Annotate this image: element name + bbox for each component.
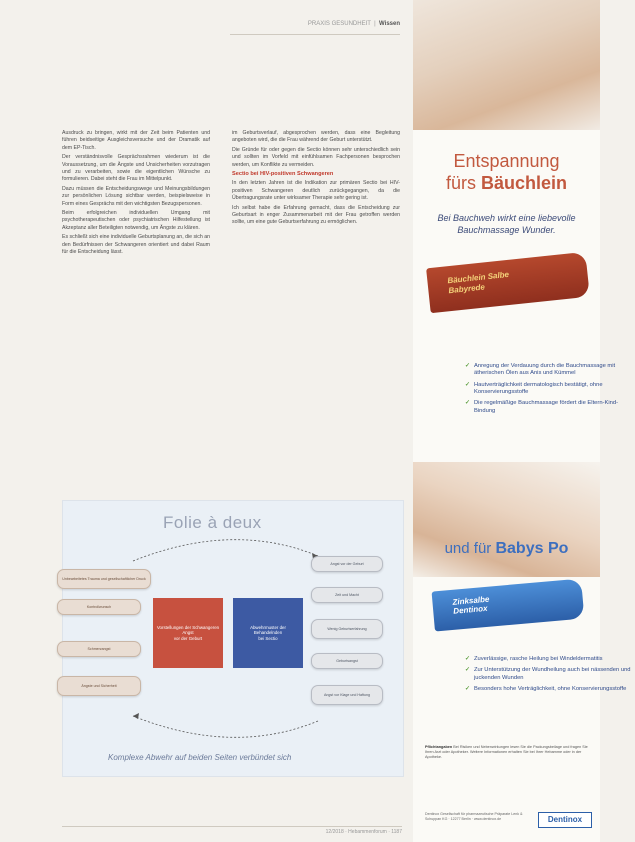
mandatory-text (425, 745, 590, 760)
running-head-text: PRAXIS GESUNDHEIT (307, 21, 371, 27)
right-pill: Angst vor der Geburt (311, 556, 383, 572)
paragraph: Die Gründe für oder gegen die Sectio können sehr unterschiedlich sein und sollten im Vorfeld mit einfühlsamen Fachpersonen besprochen werden, um Konflikte zu vermeiden. (232, 146, 400, 168)
ad-headline-prefix: fürs (445, 173, 481, 193)
article-column-left (62, 130, 210, 259)
paragraph: im Geburtsverlauf, abgesprochen werden, dass eine Begleitung angeboten wird, die die Frau während der Geburt unterstützt. (232, 130, 400, 144)
tube-label-line: Bäuchlein Salbe (447, 269, 510, 286)
product-tube-zinksalbe (432, 579, 585, 632)
arc-arrow-top (133, 540, 318, 561)
folie-a-deux-diagram (62, 500, 404, 777)
blue-box-line: Behandelnden (253, 630, 283, 636)
right-pill: Geburtsangst (311, 653, 383, 669)
ad-headline (413, 150, 600, 194)
ad-headline-prefix: und für (444, 540, 496, 557)
product-tube-baeuchlein (426, 252, 590, 313)
ad-headline-line: Entspannung (453, 151, 560, 171)
red-box-line: Vorstellungen der Schwangeren (156, 624, 220, 630)
blue-box (233, 598, 303, 668)
left-pill: Kontrollwunsch (57, 599, 141, 615)
benefit-item: ✓ Besonders hohe Verträglichkeit, ohne Konservierungsstoffe (465, 686, 635, 693)
mandatory-body: Bei Risiken und Nebenwirkungen lesen Sie die Packungsbeilage und fragen Sie Ihren Arzt oder Apotheker. Weitere Informationen erhalten Sie bei Ihrer Hebamme oder in der Apotheke. (425, 745, 588, 759)
right-pill: Angst vor Klage und Haftung (311, 685, 383, 705)
ad-headline-bold: Bäuchlein (480, 173, 568, 193)
advertisement (413, 0, 631, 842)
left-pill: Unbearbeitetes Trauma und gesellschaftlicher Druck (57, 569, 151, 589)
right-pill: Zeit und Macht (311, 587, 383, 603)
red-box (153, 598, 223, 668)
tube-label-line: Dentinox (452, 603, 488, 616)
benefit-list (425, 363, 635, 419)
red-box-line: Angst (182, 630, 194, 636)
left-pill: Ängste und Sicherheit (57, 676, 141, 696)
red-box-line: vor der Geburt (173, 635, 203, 641)
paragraph: Ausdruck zu bringen, wirkt mit der Zeit beim Patienten und führen beidseitige Ausgleichsversuche und der Dramatik auf dem EP-Tisch. (62, 130, 210, 151)
tube-label-line: Zinksalbe (452, 594, 490, 607)
paragraph: Es schließt sich eine individuelle Geburtsplanung an, die sich an den Bedürfnissen der Schwangeren orientiert und dabei Raum für die Entscheidung lässt. (62, 234, 210, 256)
benefit-item: ✓ Zur Unterstützung der Wundheilung auch bei nässenden und juckenden Wunden (465, 667, 635, 682)
article-column-right (232, 130, 400, 229)
benefit-item: ✓ Anregung der Verdauung durch die Bauchmassage mit ätherischen Ölen aus Anis und Kümmel (465, 363, 635, 378)
diagram-caption: Komplexe Abwehr auf beiden Seiten verbündet sich (108, 753, 292, 762)
benefit-item: ✓ Hautverträglichkeit dermatologisch bestätigt, ohne Konservierungsstoffe (465, 382, 635, 397)
paragraph: Ich selbst habe die Erfahrung gemacht, dass die Entscheidung zur Geburtsart in enger Zusammenarbeit mit der Frau getroffen werden sollte, um eine gute Geburtserfahrung zu ermöglichen. (232, 204, 400, 226)
paragraph: Beim erfolgreichen individuellen Umgang mit psychotherapeutischen oder psychiatrischen Hilfestellung ist Akzeptanz aller Beteiligten notwendig, um Ängste zu klären. (62, 210, 210, 231)
company-address: Dentinox Gesellschaft für pharmazeutische Präparate Lenk & Schuppan KG · 12277 Berlin · www.dentinox.de (425, 812, 523, 821)
section-heading: Sectio bei HIV-positiven Schwangeren (232, 171, 334, 178)
tube-label-line: Babyrede (448, 282, 486, 296)
paragraph: Dazu müssen die Entscheidungswege und Meinungsbildungen zur persönlichen Lösung sichtbar werden, beispielsweise in Form eines Gesprächs mit den wichtigsten Bezugspersonen. (62, 185, 210, 207)
tube-label (447, 270, 511, 296)
benefit-item: ✓ Zuverlässige, rasche Heilung bei Windeldermatitis (465, 656, 635, 663)
page-footer: 12/2018 · Hebammenforum · 1187 (62, 826, 402, 835)
arc-arrow-bottom (133, 716, 318, 737)
right-pill: Wenig Geburtserfahrung (311, 619, 383, 639)
diagram-title: Folie à deux (163, 513, 262, 532)
running-head: PRAXIS GESUNDHEIT | Wissen (230, 14, 400, 35)
tube-label (452, 595, 490, 616)
mandatory-title: Pflichtangaben (425, 745, 453, 749)
paragraph: Der verständnisvolle Gesprächsrahmen wiederum ist die Voraussetzung, um die Ängste und Unsicherheiten vorzutragen und zu verarbeiten, sowie die eigentlichen Wünsche zu formulieren. Dabei steht die Frau im Mittelpunkt. (62, 154, 210, 183)
blue-box-line: bei Sectio (258, 635, 278, 641)
ad-subline: Bei Bauchweh wirkt eine liebevolle Bauchmassage Wunder. (437, 213, 576, 235)
benefit-item: ✓ Die regelmäßige Bauchmassage fördert die Eltern-Kind-Bindung (465, 400, 635, 415)
benefit-list-2 (425, 656, 635, 698)
paragraph: In den letzten Jahren ist die Indikation zur primären Sectio bei HIV-positiven Schwangeren deutlich zurückgegangen, da die Übertragungsrate unter wirksamer Therapie sehr gering ist. (232, 180, 400, 202)
left-pill: Schmerzangst (57, 641, 141, 657)
ad-headline-2 (413, 540, 600, 558)
baby-photo (413, 462, 600, 577)
ad-headline-line (413, 172, 600, 194)
blue-box-line: Abwehrmuster der (250, 624, 286, 630)
arrowhead (133, 713, 139, 719)
dentinox-logo: Dentinox (538, 812, 592, 828)
ad-headline-bold: Babys Po (495, 540, 569, 557)
section-label: Wissen (379, 21, 400, 27)
baby-massage-photo (413, 0, 600, 130)
